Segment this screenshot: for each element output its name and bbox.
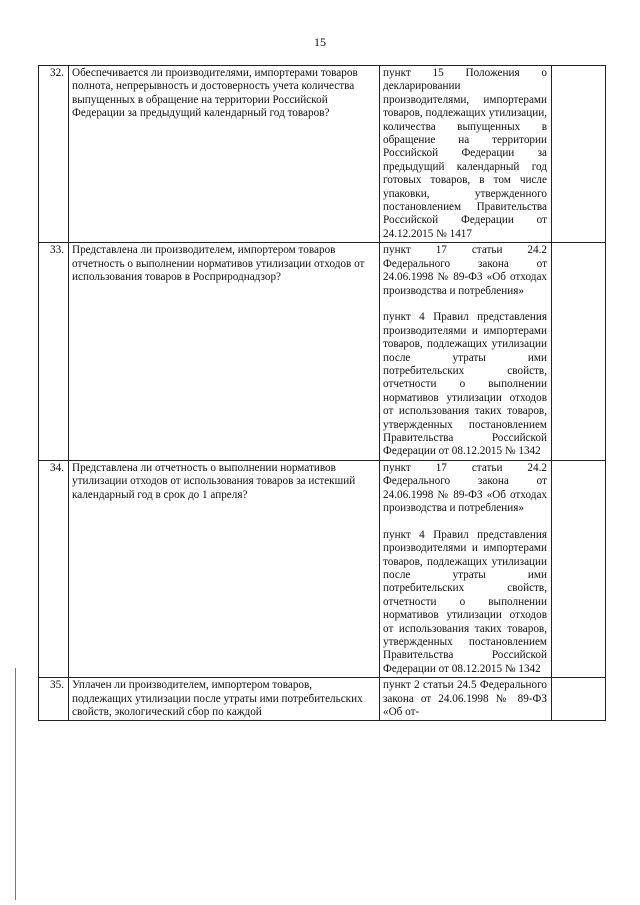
legal-reference (380, 243, 552, 460)
table-row (39, 460, 606, 677)
table-row (39, 243, 606, 460)
answer-cell (552, 243, 606, 460)
reference-paragraph: пункт 4 Правил представления производителями и импортерами товаров, подлежащих утилизации после утраты ими потребительских свойств, отчетности о выполнении нормативов утилизации отходов от использования таких товаров, утвержденных постановлением Правительства Российской Федерации от 08.12.2015 № 1342 (383, 311, 547, 458)
scan-margin-line (15, 668, 16, 900)
reference-paragraph: пункт 2 статьи 24.5 Федерального закона от 24.06.1998 № 89-ФЗ «Об от- (383, 679, 547, 719)
question-text: Обеспечивается ли производителями, импортерами товаров полнота, непрерывность и достоверность учета количества выпущенных в обращение на территории Российской Федерации за предыдущий календарный год товаров? (69, 66, 380, 243)
reference-paragraph: пункт 17 статьи 24.2 Федерального закона от 24.06.1998 № 89-ФЗ «Об отходах производства и потребления» (383, 461, 547, 514)
legal-reference (380, 66, 552, 243)
legal-reference (380, 460, 552, 677)
row-number: 35. (39, 678, 69, 721)
legal-reference (380, 678, 552, 721)
answer-cell (552, 460, 606, 677)
question-text: Представлена ли производителем, импортером товаров отчетность о выполнении нормативов утилизации отходов от использования товаров в Росприроднадзор? (69, 243, 380, 460)
table-row (39, 678, 606, 721)
answer-cell (552, 66, 606, 243)
row-number: 33. (39, 243, 69, 460)
question-text: Представлена ли отчетность о выполнении нормативов утилизации отходов от использования товаров за истекший календарный год в срок до 1 апреля? (69, 460, 380, 677)
reference-paragraph: пункт 15 Положения о декларировании производителями, импортерами товаров, подлежащих утилизации, количества выпущенных в обращение на территории Российской Федерации за предыдущий календарный год готовых товаров, в том числе упаковки, утвержденного постановлением Правительства Российской Федерации от 24.12.2015 № 1417 (383, 67, 547, 240)
reference-paragraph: пункт 4 Правил представления производителями и импортерами товаров, подлежащих утилизации после утраты ими потребительских свойств, отчетности о выполнении нормативов утилизации отходов от использования таких товаров, утвержденных постановлением Правительства Российской Федерации от 08.12.2015 № 1342 (383, 528, 547, 675)
answer-cell (552, 678, 606, 721)
page-number: 15 (314, 35, 326, 49)
table-row (39, 66, 606, 243)
row-number: 32. (39, 66, 69, 243)
question-text: Уплачен ли производителем, импортером товаров, подлежащих утилизации после утраты ими потребительских свойств, экологический сбор по каждой (69, 678, 380, 721)
checklist-table (38, 65, 606, 721)
reference-paragraph: пункт 17 статьи 24.2 Федерального закона от 24.06.1998 № 89-ФЗ «Об отходах производства и потребления» (383, 244, 547, 297)
row-number: 34. (39, 460, 69, 677)
